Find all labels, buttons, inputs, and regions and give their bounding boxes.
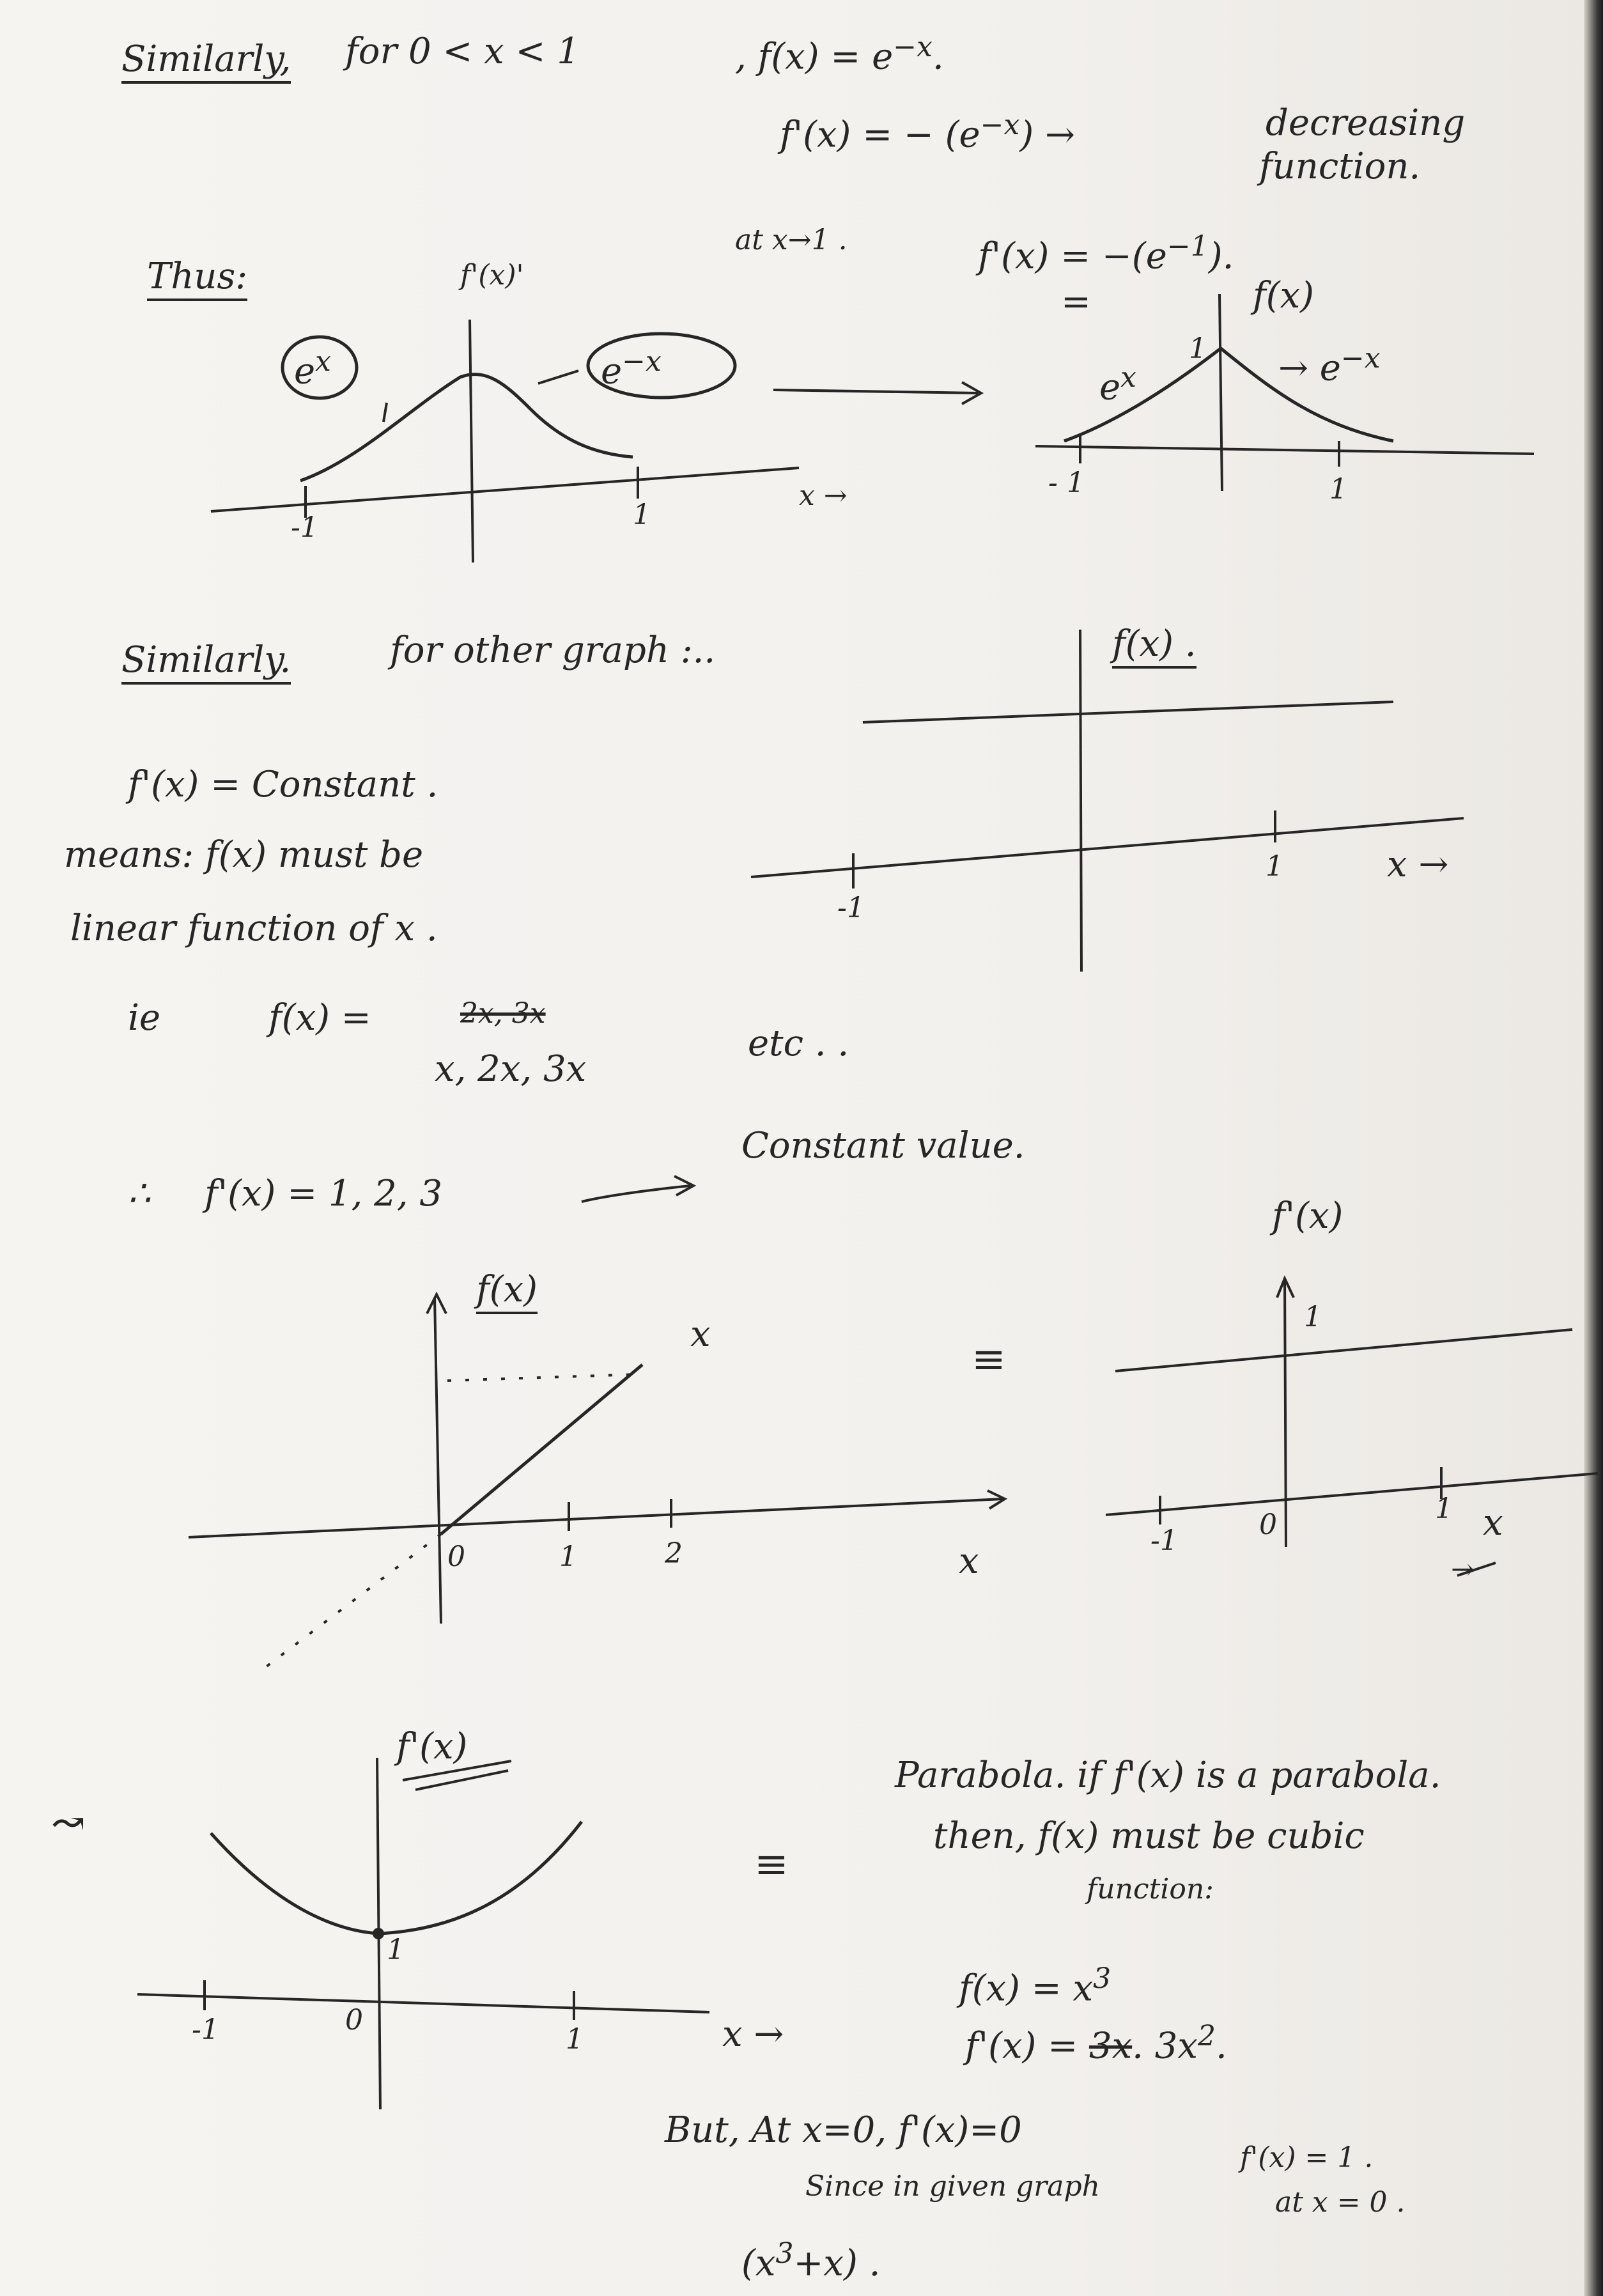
s4-tick-pos-label: 1 [566, 2023, 584, 2056]
long-arrow [773, 390, 978, 393]
s3-right-x-arrow-glyph: → [1451, 1553, 1475, 1586]
s2-ie: ie [128, 997, 161, 1039]
s4-marker: ↝ [51, 1799, 86, 1847]
s2-line3: linear function of x . [70, 908, 438, 949]
therefore-symbol: ∴ [128, 1173, 151, 1214]
s4-tick-neg-label: -1 [192, 2013, 219, 2046]
s3-left-line-label: x [690, 1314, 711, 1355]
s4-x-axis-label: x → [722, 2013, 784, 2055]
s3-equiv: ≡ [972, 1336, 1006, 1383]
g1-tick-pos-label: 1 [633, 499, 651, 531]
similarly-heading-2: Similarly. [121, 639, 291, 685]
g2-tick-pos-label: 1 [1329, 473, 1347, 506]
g1-left-circle-text: $e^x$ [294, 345, 331, 392]
range-text: for 0 < x < 1 [345, 31, 580, 72]
s4-fprime-label: f'(x) [396, 1726, 468, 1767]
s2-tick-neg-label: -1 [837, 892, 865, 924]
s4-since-line: Since in given graph [805, 2170, 1101, 2203]
g2-y-axis [1220, 294, 1222, 491]
g1-right-circle-text: $e^{-x}$ [601, 345, 662, 392]
g1-right-arrow [538, 371, 578, 384]
g1-y-axis [470, 320, 473, 562]
s4-vertex-val: 1 [387, 1934, 405, 1966]
s3-right-x-label: x [1483, 1502, 1503, 1544]
s3-right-tick0: 0 [1259, 1509, 1277, 1541]
s3-right-val: 1 [1304, 1301, 1322, 1333]
function-label: function. [1259, 146, 1421, 187]
s4-fpx: f'(x) = 3x. $3x^2$. [965, 2020, 1227, 2067]
similarly-heading: Similarly, [121, 38, 291, 84]
s3-right-tick-pos-label: 1 [1435, 1493, 1453, 1525]
g2-left-label: $e^x$ [1099, 361, 1136, 408]
s2-fprime-values: f'(x) = 1, 2, 3 [205, 1173, 443, 1214]
g2-fx-label: f(x) [1253, 275, 1315, 316]
g1-fprime-label: f'(x)' [460, 259, 524, 291]
s2-fx-label: f(x) . [1112, 623, 1196, 669]
g2-tick-neg-label: - 1 [1048, 467, 1085, 499]
at-x-label: at x→1 . [735, 224, 848, 256]
g1-x-axis [211, 468, 799, 511]
s2-etc: etc . . [748, 1023, 849, 1064]
decreasing-label: decreasing [1266, 102, 1466, 144]
s3-left-tick1-label: 1 [559, 1540, 577, 1573]
s2-fx-eq: f(x) = [268, 997, 371, 1039]
at-x-value: $f'(x) = -(e^{-1})$. [978, 230, 1234, 277]
s2-line2: means: f(x) must be [64, 834, 424, 876]
s3-right-fprime-label: f'(x) [1272, 1195, 1344, 1237]
g1-x-axis-label: x → [799, 479, 848, 512]
s2-values: x, 2x, 3x [435, 1048, 587, 1090]
s2-line1: f'(x) = Constant . [128, 764, 438, 805]
g2-peak-label: 1 [1189, 332, 1207, 365]
fprime-def: f'(x) = − $(e^{-x})$ → [780, 109, 1075, 156]
thus-label: Thus: [147, 256, 247, 301]
s4-tick0: 0 [345, 2004, 363, 2036]
s3-right-tick-neg-label: -1 [1150, 1524, 1178, 1557]
s4-parabola-line1: Parabola. if f'(x) is a parabola. [895, 1755, 1441, 1796]
s4-parabola-line3: function: [1087, 1873, 1214, 1905]
s4-equiv: ≡ [754, 1841, 789, 1888]
g1-curve [300, 375, 633, 481]
s3-left-tick0: 0 [447, 1540, 465, 1573]
s2-x-axis-label: x → [1387, 844, 1449, 885]
fx-def: , $f(x) = e^{-x}$. [735, 31, 944, 78]
s4-parabola-line2: then, f(x) must be cubic [933, 1815, 1365, 1857]
for-other-graph: for other graph :.. [390, 630, 716, 671]
s4-last-expr: $(x^3+x)$ . [741, 2237, 881, 2284]
g1-up-arrow [383, 403, 387, 422]
eq-sign: = [1061, 281, 1091, 323]
s2-tick-pos-label: 1 [1266, 850, 1283, 883]
s4-but-line: But, At x=0, f'(x)=0 [665, 2109, 1022, 2151]
g2-right-label: → $e^{-x}$ [1278, 342, 1381, 389]
s3-left-fx-label: f(x) [476, 1269, 538, 1314]
s3-left-x-label: x [959, 1540, 979, 1582]
s4-fx-cubic: $f(x) = x^3$ [959, 1962, 1111, 2010]
s2-struck-values: 2x, 3x [460, 997, 546, 1030]
g2-x-axis [1035, 446, 1534, 454]
g1-tick-neg-label: -1 [291, 511, 318, 544]
s4-side-note2: at x = 0 . [1275, 2186, 1406, 2219]
s3-left-tick2-label: 2 [665, 1537, 683, 1570]
s4-side-note1: f'(x) = 1 . [1240, 2141, 1374, 2174]
s2-constant-value: Constant value. [741, 1125, 1025, 1167]
